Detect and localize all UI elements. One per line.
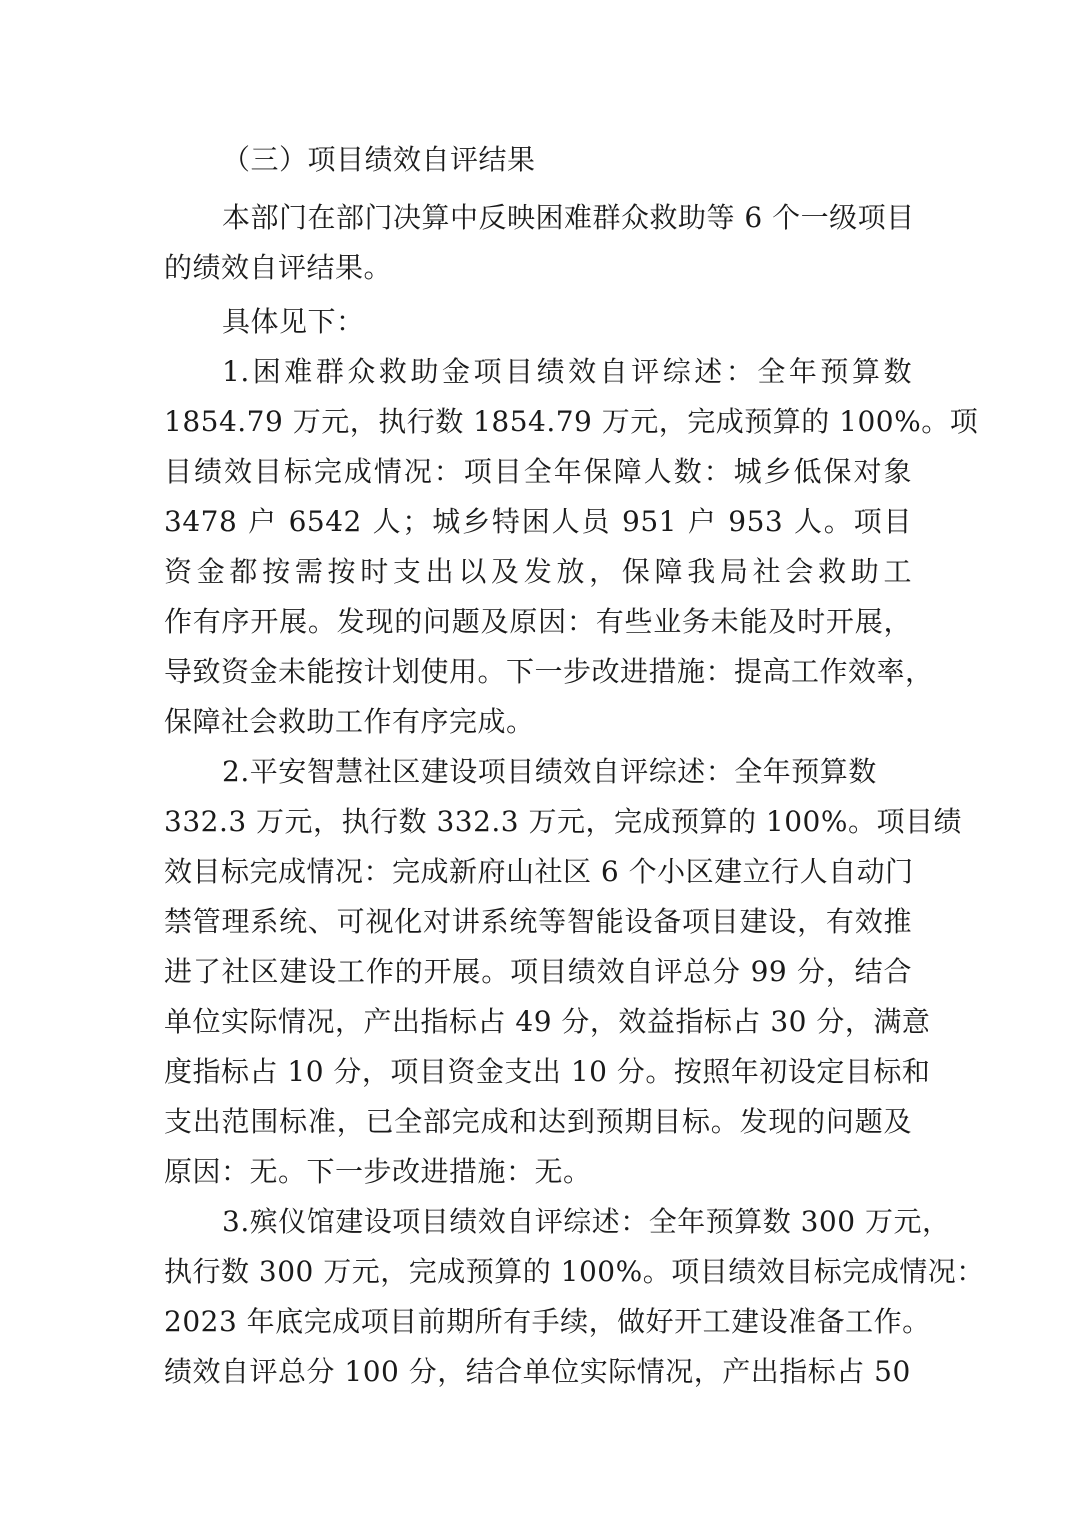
- paragraph-line: 单位实际情况，产出指标占 49 分，效益指标占 30 分，满意: [164, 1005, 931, 1038]
- paragraph-line: 1854.79 万元，执行数 1854.79 万元，完成预算的 100%。项: [164, 405, 979, 438]
- paragraph-line: 具体见下：: [222, 305, 365, 338]
- paragraph-line: 2.平安智慧社区建设项目绩效自评综述：全年预算数: [222, 755, 877, 788]
- paragraph-line: 332.3 万元，执行数 332.3 万元，完成预算的 100%。项目绩: [164, 805, 962, 838]
- paragraph-line: 导致资金未能按计划使用。下一步改进措施：提高工作效率，: [164, 655, 934, 688]
- paragraph-line: 原因：无。下一步改进措施：无。: [164, 1155, 592, 1188]
- section-heading: （三）项目绩效自评结果: [222, 143, 536, 176]
- paragraph-line: 资金都按需按时支出以及发放，保障我局社会救助工: [164, 555, 912, 588]
- paragraph-line: 进了社区建设工作的开展。项目绩效自评总分 99 分，结合: [164, 955, 912, 988]
- paragraph-line: 目绩效目标完成情况：项目全年保障人数：城乡低保对象: [164, 455, 912, 488]
- paragraph-line: 作有序开展。发现的问题及原因：有些业务未能及时开展，: [164, 605, 912, 638]
- paragraph-line: 3478 户 6542 人；城乡特困人员 951 户 953 人。项目: [164, 505, 912, 538]
- paragraph-line: 支出范围标准，已全部完成和达到预期目标。发现的问题及: [164, 1105, 912, 1138]
- paragraph-line: 1.困难群众救助金项目绩效自评综述：全年预算数: [222, 355, 912, 388]
- paragraph-line: 禁管理系统、可视化对讲系统等智能设备项目建设，有效推: [164, 905, 912, 938]
- paragraph-line: 3.殡仪馆建设项目绩效自评综述：全年预算数 300 万元，: [222, 1205, 951, 1238]
- paragraph-line: 保障社会救助工作有序完成。: [164, 705, 535, 738]
- paragraph-line: 的绩效自评结果。: [164, 251, 393, 284]
- paragraph-line: 2023 年底完成项目前期所有手续，做好开工建设准备工作。: [164, 1305, 931, 1338]
- paragraph-line: 度指标占 10 分，项目资金支出 10 分。按照年初设定目标和: [164, 1055, 931, 1088]
- paragraph-line: 绩效自评总分 100 分，结合单位实际情况，产出指标占 50: [164, 1355, 911, 1388]
- paragraph-line: 执行数 300 万元，完成预算的 100%。项目绩效目标完成情况：: [164, 1255, 985, 1288]
- paragraph-line: 本部门在部门决算中反映困难群众救助等 6 个一级项目: [222, 201, 915, 234]
- paragraph-line: 效目标完成情况：完成新府山社区 6 个小区建立行人自动门: [164, 855, 914, 888]
